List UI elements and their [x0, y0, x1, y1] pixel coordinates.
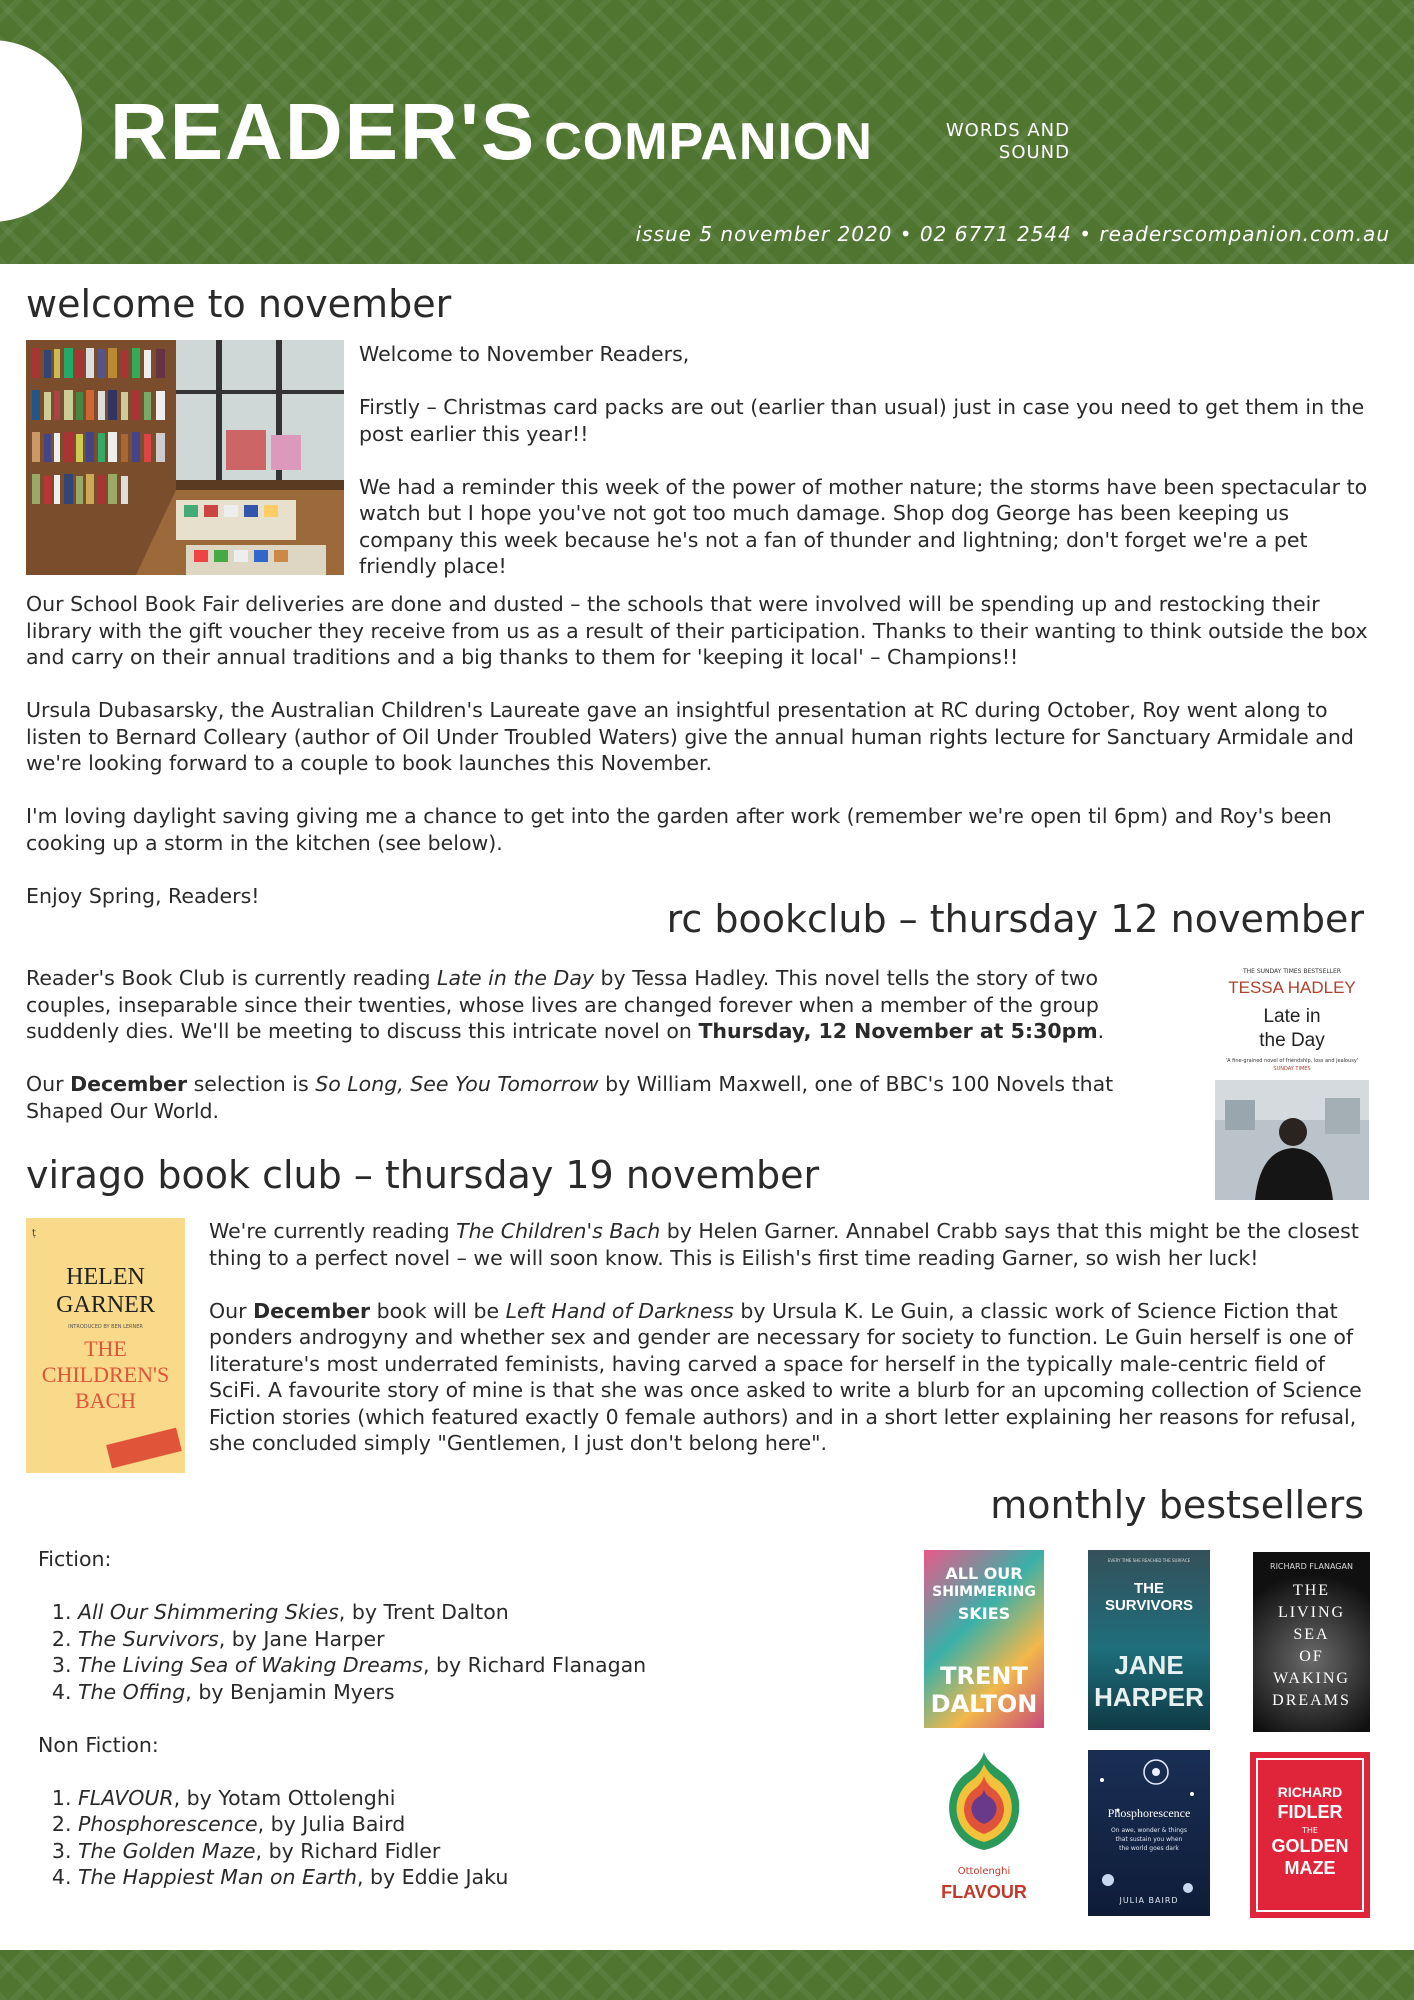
- virago-text-d: book will be: [370, 1298, 506, 1323]
- c6-the: THE: [1302, 1826, 1318, 1835]
- virago-heading: virago book club – thursday 19 november: [26, 1153, 820, 1197]
- cover-author-line-1: HELEN: [66, 1264, 145, 1290]
- cover-top-line: THE SUNDAY TIMES BESTSELLER: [1242, 968, 1342, 975]
- nonfiction-label: Non Fiction:: [38, 1732, 159, 1757]
- rc-bookclub-paragraph-2: [26, 1071, 1176, 1124]
- c1-author-1: TRENT: [940, 1662, 1028, 1690]
- rc-december-title: So Long, See You Tomorrow: [315, 1072, 599, 1096]
- c1-author-2: DALTON: [930, 1690, 1038, 1718]
- virago-text-a: We're currently reading: [209, 1219, 457, 1243]
- bookshop-photo: [26, 340, 344, 575]
- list-item: [78, 1599, 878, 1626]
- rc-bookclub-text: [26, 965, 1176, 1151]
- c6-author-2: FIDLER: [1277, 1802, 1343, 1822]
- book-author: , by Jane Harper: [218, 1626, 385, 1651]
- bestsellers-heading: monthly bestsellers: [990, 1483, 1364, 1527]
- rc-text-b: by Tessa Hadley. This novel tells the story of two couples, inseparable since their twenties, whose lives are changed forever when a member of the group suddenly dies. We'll be meeting to discuss this intricate novel on: [26, 966, 1099, 1043]
- brand-title-readers: READER'S: [110, 87, 537, 176]
- bookshop-photo-illustration: [26, 340, 344, 575]
- cover-quote-source: SUNDAY TIMES: [1273, 1066, 1311, 1072]
- book-title: Phosphorescence: [78, 1812, 258, 1836]
- cover-author: TESSA HADLEY: [1228, 978, 1356, 997]
- rc-text-a: Reader's Book Club is currently reading: [26, 966, 438, 990]
- welcome-paragraph-2: Firstly – Christmas card packs are out (earlier than usual) just in case you need to get them in the post earlier this year!!: [359, 395, 1365, 446]
- brand-title-companion: COMPANION: [544, 113, 873, 171]
- welcome-paragraph-5: Ursula Dubasarsky, the Australian Children's Laureate gave an insightful presentation at RC during October, Roy went along to listen to Bernard Colleary (author of Oil Under Troubled Waters) give the annual human rights lecture for Sanctuary Armidale and we're looking forward to a couple to book launches this November.: [26, 698, 1354, 775]
- c1-title-1: ALL OUR: [945, 1564, 1023, 1583]
- virago-december-title: Left Hand of Darkness: [505, 1298, 734, 1323]
- c4-author: Ottolenghi: [957, 1866, 1011, 1877]
- cover-title-line-2: CHILDREN'S: [41, 1362, 170, 1387]
- fiction-list: [38, 1599, 878, 1705]
- bestsellers-lists: [38, 1546, 878, 1891]
- cover-title-line-1: Late in: [1263, 1006, 1321, 1027]
- cover-frame: [1256, 1758, 1364, 1912]
- c3-title-1: THE: [1292, 1582, 1331, 1599]
- rc-text-d: Our: [26, 1072, 71, 1096]
- virago-text-c: Our: [209, 1298, 254, 1323]
- late-in-the-day-cover: [1215, 964, 1369, 1200]
- phosphorescence-cover: [1088, 1750, 1210, 1916]
- book-title: The Golden Maze: [78, 1838, 256, 1863]
- nonfiction-list: [38, 1785, 878, 1891]
- c3-title-6: DREAMS: [1272, 1692, 1351, 1709]
- welcome-paragraph-6: I'm loving daylight saving giving me a chance to get into the garden after work (remember we're open til 6pm) and Roy's been cooking up a storm in the kitchen (see below).: [26, 804, 1332, 855]
- footer-band: [0, 1950, 1414, 2000]
- rc-book-title: Late in the Day: [437, 966, 595, 990]
- childrens-bach-cover: [26, 1218, 185, 1473]
- list-item: [78, 1811, 878, 1838]
- cover-title-line-2: the Day: [1259, 1030, 1325, 1051]
- book-title: The Offing: [78, 1679, 186, 1704]
- tagline: [920, 120, 1070, 164]
- tagline-line-1: WORDS AND: [945, 120, 1070, 141]
- book-author: , by Richard Flanagan: [422, 1653, 647, 1677]
- c6-title-1: GOLDEN: [1271, 1836, 1349, 1856]
- book-author: , by Benjamin Myers: [185, 1679, 395, 1704]
- rc-bookclub-heading: rc bookclub – thursday 12 november: [666, 897, 1364, 941]
- issue-info: issue 5 november 2020 • 02 6771 2544 • readerscompanion.com.au: [635, 222, 1390, 246]
- virago-december-label: December: [253, 1298, 371, 1323]
- flavour-cover: [924, 1748, 1044, 1914]
- rc-text-f: by William Maxwell, one of BBC's 100 Novels that Shaped Our World.: [26, 1072, 1114, 1123]
- masthead: [0, 0, 1414, 264]
- c3-title-2: LIVING: [1277, 1604, 1346, 1621]
- book-title: The Happiest Man on Earth: [78, 1865, 357, 1889]
- c1-title-3: SKIES: [957, 1604, 1011, 1623]
- cover-quote: 'A fine-grained novel of friendship, loss and jealousy': [1225, 1058, 1359, 1064]
- golden-maze-cover: [1250, 1752, 1370, 1918]
- fiction-label: Fiction:: [38, 1547, 112, 1571]
- all-our-shimmering-skies-cover: [924, 1550, 1044, 1728]
- book-author: , by Yotam Ottolenghi: [173, 1785, 396, 1810]
- list-item: [78, 1626, 878, 1653]
- list-item: [78, 1679, 878, 1706]
- list-item: [78, 1838, 878, 1865]
- book-title: All Our Shimmering Skies: [78, 1600, 339, 1624]
- c2-author-1: JANE: [1114, 1650, 1184, 1680]
- brand-logo: [110, 86, 873, 178]
- c2-top-line: EVERY TIME SHE REACHED THE SURFACE: [1107, 1558, 1191, 1563]
- cover-photo-woman: [1215, 1080, 1369, 1200]
- c6-author-1: RICHARD: [1277, 1784, 1343, 1800]
- rc-december-label: December: [70, 1072, 188, 1096]
- virago-text-e: by Ursula K. Le Guin, a classic work of Science Fiction that ponders androgyny and whether sex and gender are necessary for society to function. Le Guin herself is one of literature's most underrated feminists, having carved a space for herself in the typically male-centric field of SciFi. A favourite story of mine is that she was once asked to write a blurb for an upcoming collection of Science Fiction stories (which featured exactly 0 female authors) and in a short letter explaining her reasons for refusal, she concluded simply "Gentlemen, I just don't belong here".: [209, 1298, 1362, 1455]
- virago-book-title: The Children's Bach: [456, 1219, 661, 1243]
- rc-text-c: .: [1097, 1019, 1105, 1043]
- c1-title-2: SHIMMERING: [932, 1584, 1036, 1600]
- c4-title: FLAVOUR: [941, 1882, 1027, 1902]
- c6-title-2: MAZE: [1284, 1858, 1336, 1878]
- c2-author-2: HARPER: [1094, 1682, 1204, 1712]
- rc-bookclub-paragraph-1: [26, 965, 1176, 1045]
- virago-paragraph-2: [209, 1298, 1379, 1457]
- living-sea-cover: [1253, 1552, 1370, 1732]
- welcome-paragraph-7: Enjoy Spring, Readers!: [26, 883, 260, 908]
- virago-text: [209, 1218, 1379, 1483]
- list-item: [78, 1864, 878, 1891]
- cover-author-line-2: GARNER: [56, 1292, 155, 1318]
- masthead-circle-decoration: [0, 40, 82, 222]
- publisher-mark: ṭ: [32, 1228, 36, 1239]
- welcome-body-text: [26, 591, 1386, 936]
- book-title: FLAVOUR: [78, 1785, 174, 1810]
- book-author: , by Julia Baird: [257, 1812, 406, 1836]
- onion-illustration: [938, 1752, 1030, 1852]
- c3-author: RICHARD FLANAGAN: [1270, 1562, 1353, 1571]
- cover-red-sticker: [106, 1428, 182, 1469]
- book-author: , by Eddie Jaku: [356, 1865, 509, 1889]
- cover-title-line-1: THE: [84, 1336, 127, 1361]
- book-author: , by Trent Dalton: [338, 1600, 509, 1624]
- c5-subtitle: On awe, wonder & things that sustain you when the world goes dark: [1111, 1827, 1187, 1852]
- list-item: [78, 1785, 878, 1812]
- book-author: , by Richard Fidler: [255, 1838, 441, 1863]
- virago-text-b: by Helen Garner. Annabel Crabb says that this might be the closest thing to a perfect novel – we will soon know. This is Eilish's first time reading Garner, so wish her luck!: [209, 1219, 1359, 1270]
- c3-title-4: OF: [1299, 1648, 1324, 1665]
- c5-title: Phosphorescence: [1107, 1806, 1191, 1820]
- c5-author: JULIA BAIRD: [1119, 1896, 1179, 1905]
- cover-title-line-3: BACH: [74, 1388, 137, 1413]
- c2-title: THE SURVIVORS: [1104, 1580, 1194, 1614]
- welcome-intro-text: [359, 341, 1369, 606]
- book-title: The Survivors: [78, 1626, 219, 1651]
- book-title: The Living Sea of Waking Dreams: [78, 1653, 423, 1677]
- the-survivors-cover: [1088, 1550, 1210, 1730]
- rc-text-e: selection is: [187, 1072, 316, 1096]
- c3-title-5: WAKING: [1273, 1670, 1350, 1687]
- welcome-heading: welcome to november: [26, 282, 452, 326]
- list-item: [78, 1652, 878, 1679]
- c3-title-3: SEA: [1293, 1626, 1330, 1643]
- tagline-line-2: SOUND: [998, 142, 1070, 163]
- rc-meeting-date: Thursday, 12 November at 5:30pm: [698, 1019, 1098, 1043]
- cover-intro: INTRODUCED BY BEN LERNER: [68, 1324, 143, 1330]
- virago-paragraph-1: [209, 1218, 1379, 1271]
- welcome-paragraph-3: We had a reminder this week of the power of mother nature; the storms have been spectacular to watch but I hope you've not got too much damage. Shop dog George has been keeping us company this week because he's not a fan of thunder and lightning; don't forget we're a pet friendly place!: [359, 474, 1368, 578]
- welcome-paragraph-1: Welcome to November Readers,: [359, 342, 690, 366]
- welcome-paragraph-4: Our School Book Fair deliveries are done and dusted – the schools that were involved will be spending up and restocking their library with the gift voucher they receive from us as a result of their participation. Thanks to their wanting to think outside the box and carry on their annual traditions and a big thanks to them for 'keeping it local' – Champions!!: [26, 592, 1368, 669]
